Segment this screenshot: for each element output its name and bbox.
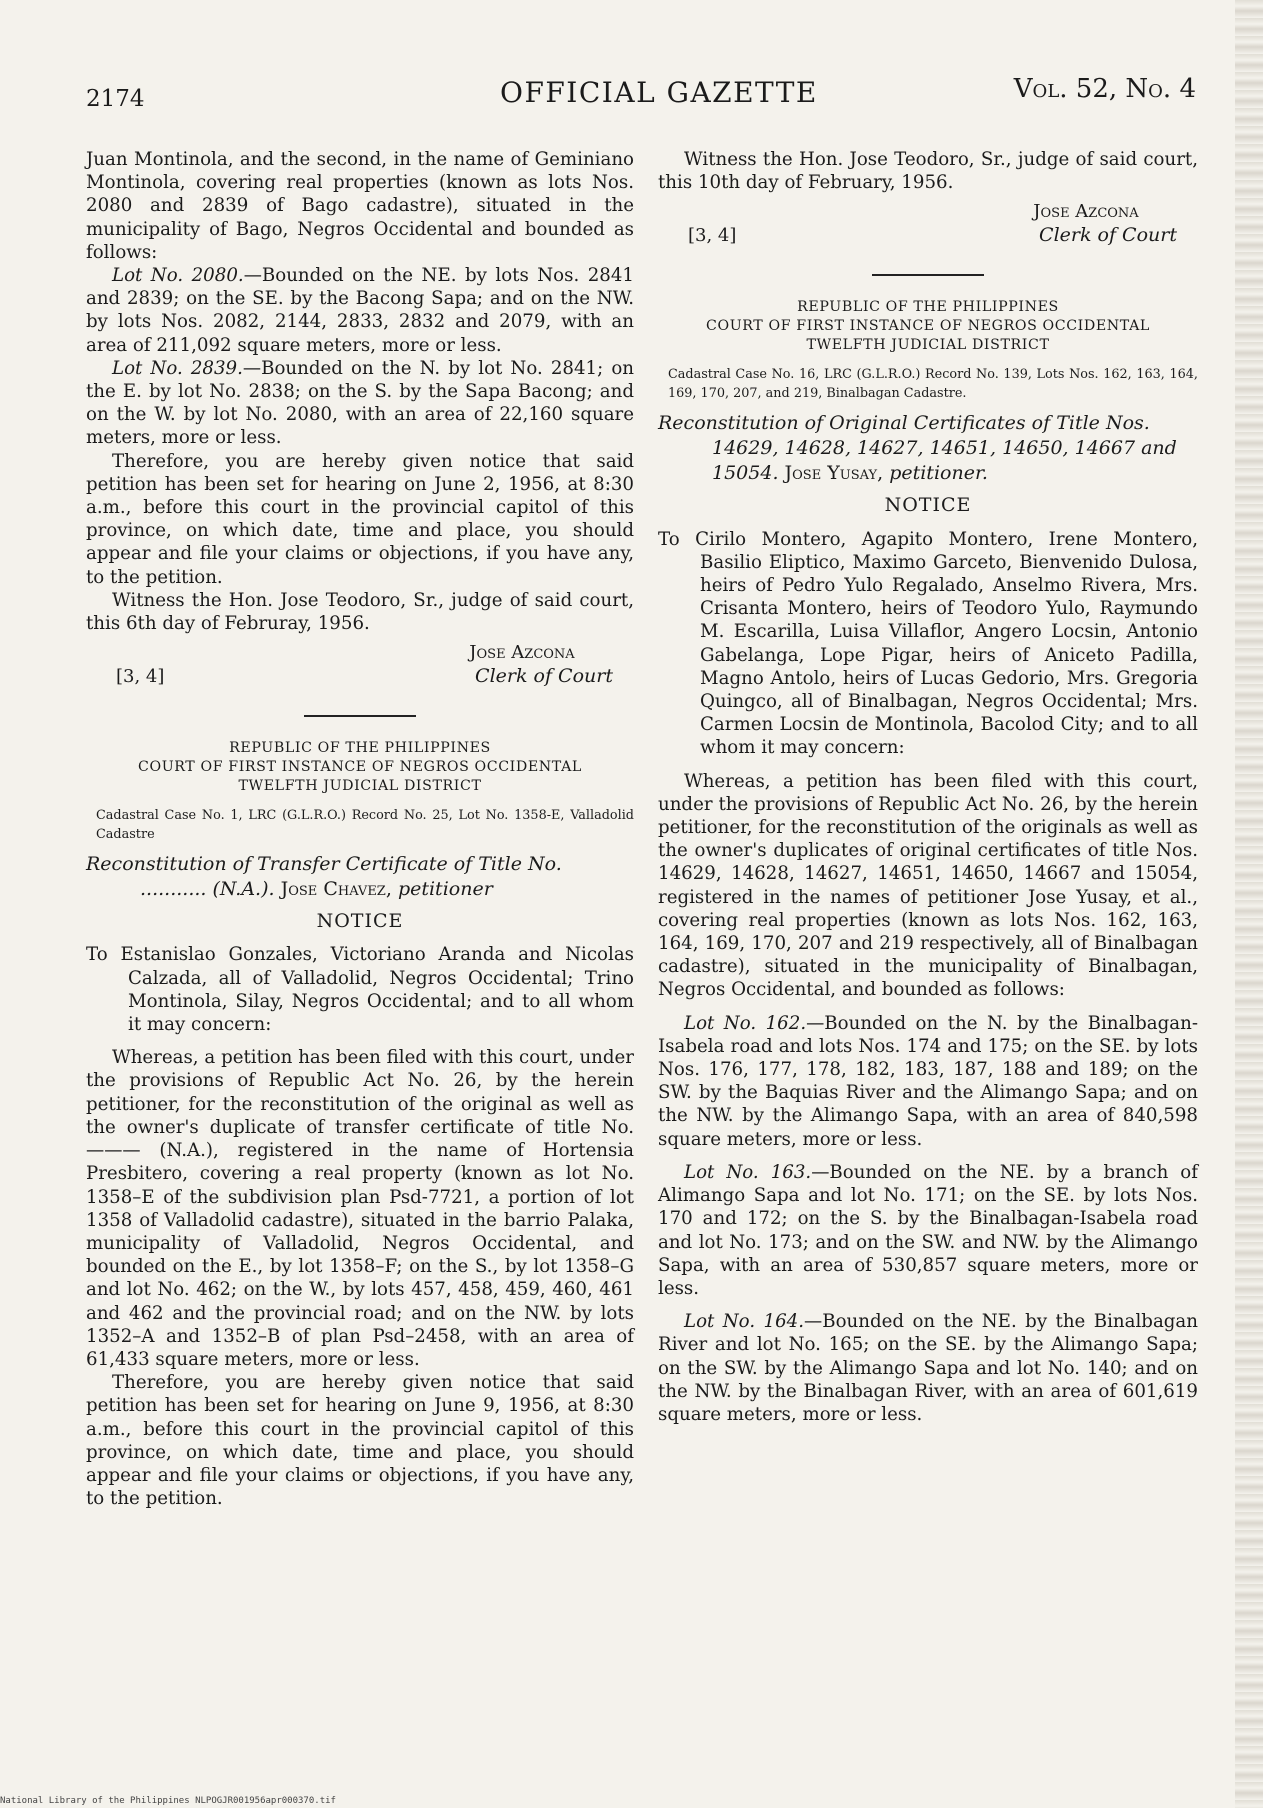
left-column	[86, 148, 634, 1510]
clerk-name: Jose Azcona	[469, 642, 575, 664]
signature-block-2	[658, 200, 1198, 256]
petitioner-name: Jose Yusay,	[784, 462, 884, 485]
district-heading: TWELFTH JUDICIAL DISTRICT	[806, 337, 1050, 354]
issue-reference: [3, 4]	[116, 666, 165, 688]
lot-2839-paragraph	[86, 357, 634, 450]
case-reference: Cadastral Case No. 1, LRC (G.L.R.O.) Record No. 25, Lot No. 1358-E, Valladolid Cadastre	[96, 808, 634, 843]
whereas-paragraph: Whereas, a petition has been filed with this court, under the provisions of Republic Act No. 26, by the herein petitioner, for the reconstitution of the originals as well as the owner's duplicates of original certificates of title Nos. 14629, 14628, 14627, 14651, 14650, 14667 and 15054, registered in the names of petitioner Jose Yusay, et al., covering real properties (known as lots Nos. 162, 163, 164, 169, 170, 207 and 219 respectively, all of Binalbagan cadastre), situated in the municipality of Binalbagan, Negros Occidental, and bounded as follows:	[658, 770, 1198, 1001]
lot-162-text: —Bounded on the N. by the Binalbagan-Isabela road and lots Nos. 174 and 175; on the SE. by lots Nos. 176, 177, 178, 182, 183, 187, 188 and 189; on the SW. by the Baquias River and the Alimango Sapa; and on the NW. by the Alimango Sapa, with an area of 840,598 square meters, more or less.	[658, 1012, 1198, 1150]
notice-heading: NOTICE	[316, 910, 404, 933]
case-reference: Cadastral Case No. 16, LRC (G.L.R.O.) Record No. 139, Lots Nos. 162, 163, 164, 169, 170, 207, and 219, Binalbagan Cadastre.	[668, 367, 1198, 402]
lot-163-paragraph	[658, 1161, 1198, 1300]
lot-162-label: Lot No. 162.	[684, 1012, 807, 1034]
hearing-notice-2: Therefore, you are hereby given notice that said petition has been set for hearing on June 9, 1956, at 8:30 a.m., before this court in the provincial capitol of this province, on which date, time and place, you should appear and file your claims or objections, if you have any, to the petition.	[86, 1372, 634, 1510]
lot-164-text: —Bounded on the NE. by the Binalbagan River and lot No. 165; on the SE. by the Alimango Sapa; on the SW. by the Alimango Sapa and lot No. 140; and on the NW. by the Binalbagan River, with an area of 601,619 square meters, more or less.	[658, 1311, 1198, 1425]
addressees: To Cirilo Montero, Agapito Montero, Irene Montero, Basilio Eliptico, Maximo Garceto, Bienvenido Dulosa, heirs of Pedro Yulo Regalado, Anselmo Rivera, Mrs. Crisanta Montero, heirs of Teodoro Yulo, Raymundo M. Escarilla, Luisa Villaflor, Angero Locsin, Antonio Gabelanga, Lope Pigar, heirs of Aniceto Padilla, Magno Antolo, heirs of Lucas Gedorio, Mrs. Gregoria Quingco, all of Binalbagan, Negros Occidental; Mrs. Carmen Locsin de Montinola, Bacolod City; and to all whom it may concern:	[658, 528, 1198, 759]
section-divider	[304, 715, 416, 717]
whereas-paragraph: Whereas, a petition has been filed with this court, under the provisions of Republic Act No. 26, by the herein petitioner, for the reconstitution of the original as well as the owner's duplicate of transfer certificate of title No. ——— (N.A.), registered in the name of Hortensia Presbitero, covering a real property (known as lot No. 1358–E of the subdivision plan Psd-7721, a portion of lot 1358 of Valladolid cadastre), situated in the barrio Palaka, municipality of Valladolid, Negros Occidental, and bounded on the E., by lot 1358–F; on the S., by lot 1358–G and lot No. 462; on the W., by lots 457, 458, 459, 460, 461 and 462 and the provincial road; and on the NW. by lots 1352–A and 1352–B of plan Psd–2458, with an area of 61,433 square meters, more or less.	[86, 1047, 634, 1370]
lot-2080-paragraph	[86, 264, 634, 357]
clerk-title: Clerk of Court	[475, 665, 613, 688]
lot-162-paragraph	[658, 1012, 1198, 1151]
petitioner-role: petitioner	[397, 878, 493, 901]
lot-163-label: Lot No. 163.	[684, 1161, 812, 1183]
signature-block-1	[86, 641, 634, 697]
gazette-title: OFFICIAL GAZETTE	[500, 76, 818, 109]
lot-164-paragraph	[658, 1310, 1198, 1426]
lot-2839-label: Lot No. 2839.	[112, 357, 243, 379]
intro-paragraph: Juan Montinola, and the second, in the name of Geminiano Montinola, covering real properties (known as lots Nos. 2080 and 2839 of Bago cadastre), situated in the municipality of Bago, Negros Occidental and bounded as follows:	[86, 149, 634, 263]
section-divider	[872, 274, 984, 276]
addressees: To Estanislao Gonzales, Victoriano Aranda and Nicolas Calzada, all of Valladolid, Negros Occidental; Trino Montinola, Silay, Negros Occidental; and to all whom it may concern:	[86, 944, 634, 1036]
lot-164-label: Lot No. 164.	[684, 1311, 805, 1333]
reconstitution-title-text: Reconstitution of Transfer Certificate of Title No. ........... (N.A.).	[86, 853, 562, 901]
hearing-notice-1: Therefore, you are hereby given notice that said petition has been set for hearing on June 2, 1956, at 8:30 a.m., before this court in the provincial capitol of this province, on which date, time and place, you should appear and file your claims or objections, if you have any, to the petition.	[86, 450, 634, 588]
clerk-title: Clerk of Court	[1039, 224, 1177, 247]
lot-163-text: —Bounded on the NE. by a branch of Alimango Sapa and lot No. 171; on the SE. by lots Nos. 170 and 172; on the S. by the Binalbagan-Isabela road and lot No. 173; and on the SW. and NW. by the Alimango Sapa, with an area of 530,857 square meters, more or less.	[658, 1161, 1198, 1299]
reconstitution-title	[86, 852, 634, 902]
scan-source-footer: National Library of the Philippines NLPOGJR001956apr000370.tif	[0, 1796, 336, 1806]
clerk-name: Jose Azcona	[1033, 201, 1139, 223]
notice-heading: NOTICE	[884, 494, 972, 517]
scan-edge	[1235, 0, 1263, 1808]
page-header	[86, 68, 1196, 118]
petitioner-role: petitioner.	[889, 462, 988, 485]
lot-2839-text: —Bounded on the N. by lot No. 2841; on the E. by lot No. 2838; on the S. by the Sapa Bacong; and on the W. by lot No. 2080, with an area of 22,160 square meters, more or less.	[86, 357, 634, 449]
republic-heading: REPUBLIC OF THE PHILIPPINES	[229, 740, 491, 757]
witness-2: Witness the Hon. Jose Teodoro, Sr., judge of said court, this 10th day of February, 1956.	[658, 149, 1198, 194]
court-heading: COURT OF FIRST INSTANCE OF NEGROS OCCIDENTAL	[706, 318, 1150, 335]
right-column	[658, 148, 1198, 1426]
lot-2080-text: —Bounded on the NE. by lots Nos. 2841 and 2839; on the SE. by the Bacong Sapa; and on the NW. by lots Nos. 2082, 2144, 2833, 2832 and 2079, with an area of 211,092 square meters, more or less.	[86, 265, 634, 356]
republic-heading: REPUBLIC OF THE PHILIPPINES	[797, 299, 1059, 316]
reconstitution-title-text: Reconstitution of Original Certificates of Title Nos. 14629, 14628, 14627, 14651, 14650, 14667 and 15054.	[658, 412, 1177, 485]
reconstitution-title	[658, 411, 1198, 486]
page-number: 2174	[86, 86, 145, 112]
issue-reference: [3, 4]	[688, 225, 737, 247]
lot-2080-label: Lot No. 2080.	[112, 265, 244, 287]
volume-number: Vol. 52, No. 4	[1013, 74, 1196, 104]
court-heading: COURT OF FIRST INSTANCE OF NEGROS OCCIDENTAL	[138, 759, 582, 776]
district-heading: TWELFTH JUDICIAL DISTRICT	[238, 778, 482, 795]
witness-1: Witness the Hon. Jose Teodoro, Sr., judge of said court, this 6th day of Februray, 1956.	[86, 589, 634, 635]
petitioner-name: Jose Chavez,	[280, 878, 392, 901]
